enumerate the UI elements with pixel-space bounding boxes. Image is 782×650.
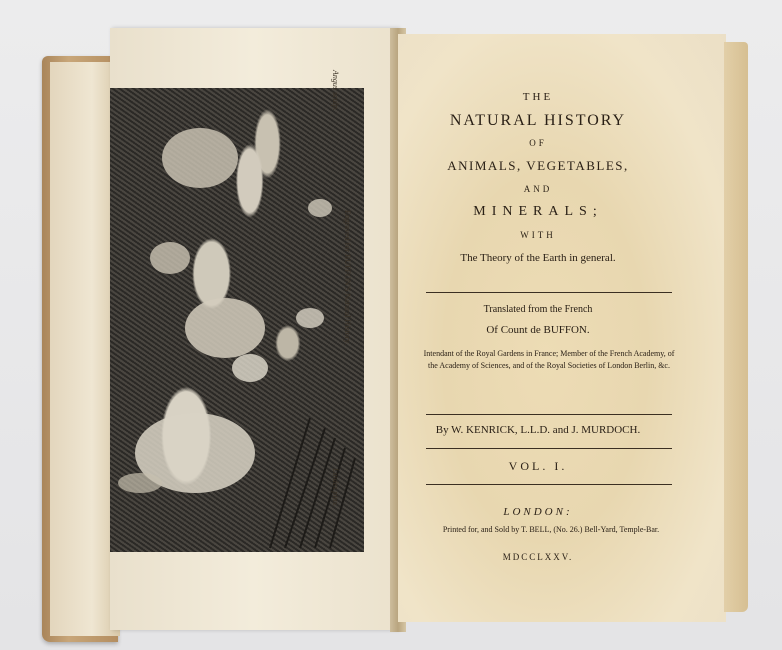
title-with: WITH — [520, 230, 556, 240]
title-theory: The Theory of the Earth in general. — [460, 252, 616, 264]
title-subtitle-2: MINERALS; — [473, 204, 603, 219]
rule-2 — [426, 414, 672, 415]
rule-3 — [426, 448, 672, 449]
intendant-text: Intendant of the Royal Gardens in France; Member of the French Academy, of the Academy of Sciences, and of the Royal Societies of London Berlin, &c. — [423, 349, 675, 370]
title-of: OF — [529, 138, 547, 148]
title-the: THE — [522, 91, 554, 103]
frontispiece-engraving — [110, 88, 364, 552]
year-line: MDCCLXXV. — [502, 552, 574, 562]
author-line: Of Count de BUFFON. — [486, 324, 590, 336]
engraver-credit: Angus sculp. — [331, 70, 340, 111]
engraving-caption: Engraved for BUFFON'S Natural History. — [343, 210, 352, 345]
printer-line: Printed for, and Sold by T. BELL, (No. 26.) Bell-Yard, Temple-Bar. — [442, 525, 660, 534]
title-subtitle-1: ANIMALS, VEGETABLES, — [447, 158, 629, 173]
volume-line: VOL. I. — [508, 459, 568, 473]
rule-4 — [426, 484, 672, 485]
city-line: LONDON: — [503, 506, 573, 518]
artist-credit: Lindes pinx. — [331, 468, 340, 508]
translated-line: Translated from the French — [483, 304, 593, 315]
engraving-animals — [110, 88, 364, 552]
translators-line: By W. KENRICK, L.L.D. and J. MURDOCH. — [435, 424, 641, 436]
title-main: NATURAL HISTORY — [449, 112, 627, 129]
title-and: AND — [523, 184, 553, 194]
page-edges-right — [724, 42, 748, 612]
rule-1 — [426, 292, 672, 293]
